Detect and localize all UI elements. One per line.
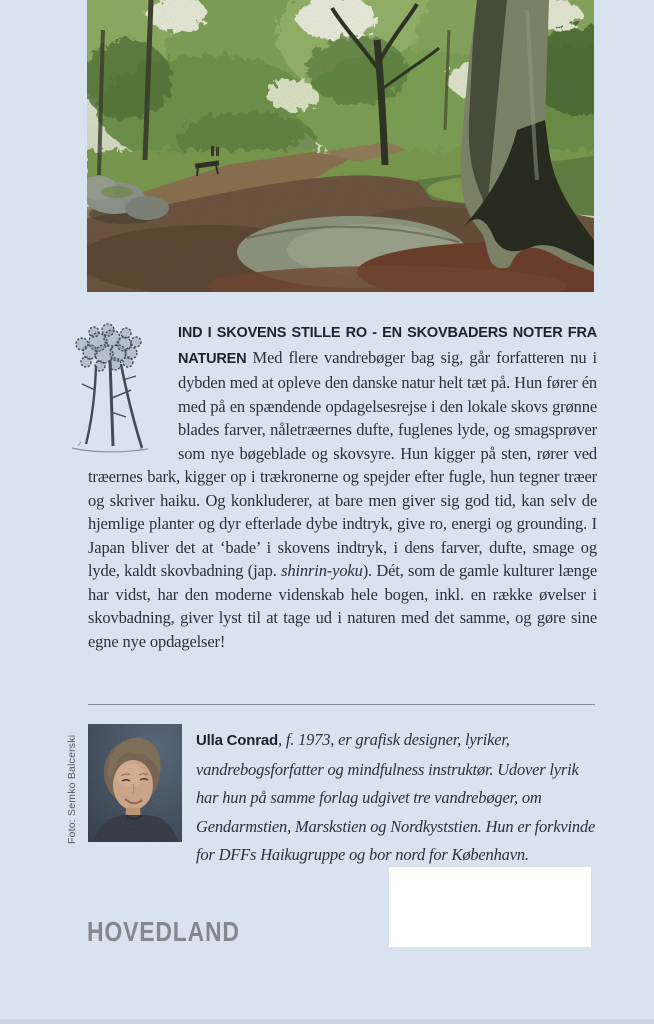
blurb-paragraph	[88, 320, 597, 653]
author-bio-text: , f. 1973, er grafisk designer, lyriker, vandrebogsforfatter og mindfulness instruktør. Udover lyrik har hun på samme forlag udgivet tre vandrebøger, om Gendarmstien, Marskstien og Nordkyststien. Hun er forkvinde for DFFs Haikugruppe og bor nord for København.	[196, 730, 596, 864]
forest-photo	[87, 0, 594, 292]
author-bio	[196, 726, 597, 870]
barcode-placeholder	[389, 867, 591, 947]
tree-sketch-icon	[68, 320, 160, 460]
publisher-logo: HOVEDLAND	[87, 916, 240, 947]
photo-credit: Foto: Semko Balcerski	[66, 734, 78, 844]
blurb-heading: IND I SKOVENS STILLE RO - EN SKOVBADERS NOTER FRA NATUREN	[178, 325, 597, 367]
author-photo	[88, 724, 182, 842]
tree-sketch-illustration	[88, 320, 178, 462]
blurb-body-1: Med flere vandrebøger bag sig, går forfatteren nu i dybden med at opleve den danske natur helt tæt på. Hun fører én med på en spændende opdagelsesrejse i den lokale skovs grønne blades farver, nåletræernes dufte, fuglenes lyde, og smagsprøver som nye bøgeblade og skovsyre. Hun kigger på sten, rører ved træernes bark, kigger op i trækronerne og spejder efter fugle, hun tegner træer og skriver haiku. Og konkluderer, at bare men giver sig god tid, kan selv de hjemlige planter og dyr efterlade dybe indtryk, give ro, energi og grounding. I Japan bliver det at ‘bade’ i skovens indtryk, i dens farver, dufte, smage og lyde, kaldt skovbadning (jap.	[88, 347, 597, 580]
author-name: Ulla Conrad	[196, 732, 278, 749]
blurb-body-2: ). Dét, som de gamle kulturer længe har vidst, har den moderne videnskab hele bogen, inkl. en række øvelser i skovbadning, giver lyst til at tage ud i naturen med det samme, og gøre sine egne nye opdagelser!	[88, 561, 597, 651]
author-portrait-illustration	[88, 724, 182, 842]
bottom-edge-strip	[0, 1019, 654, 1024]
forest-photo-illustration	[87, 0, 594, 292]
blurb-body-italic: shinrin-yoku	[281, 561, 363, 580]
section-divider	[88, 704, 595, 705]
